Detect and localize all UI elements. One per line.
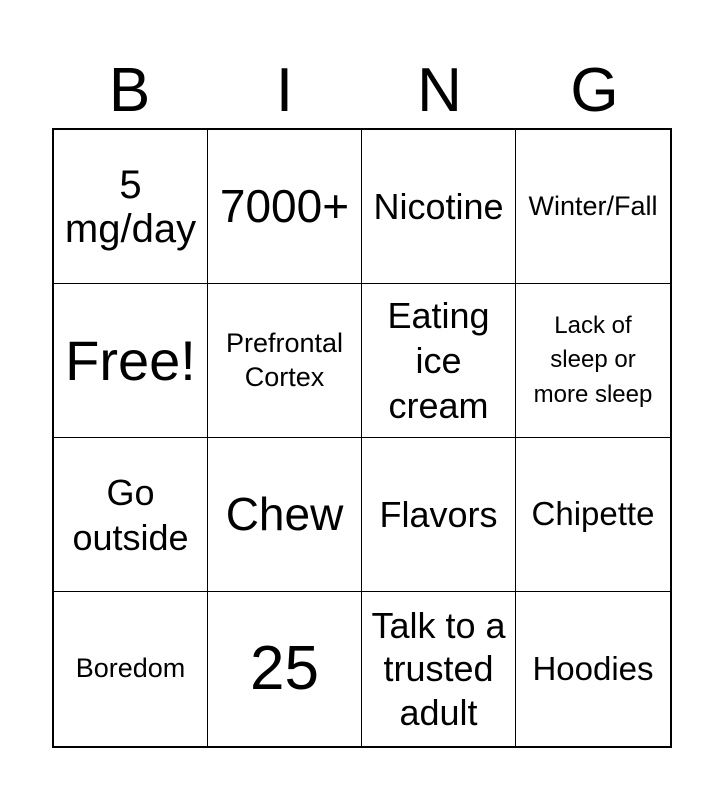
header-letter-n: N	[417, 56, 462, 125]
bingo-cell	[208, 438, 362, 592]
cell-text: Chew	[225, 488, 344, 541]
bingo-cell	[362, 284, 516, 438]
bingo-cell	[516, 438, 670, 592]
cell-text: Prefrontal Cortex	[225, 327, 344, 392]
bingo-cell	[516, 284, 670, 438]
cell-text: Winter/Fall	[528, 190, 658, 221]
bingo-cell	[362, 130, 516, 284]
cell-text: Flavors	[379, 494, 498, 535]
bingo-cell	[516, 592, 670, 746]
cell-text: Lack of sleep or more sleep	[533, 312, 653, 408]
header-letter-b: B	[108, 56, 151, 125]
bingo-cell	[208, 284, 362, 438]
bingo-cell	[54, 592, 208, 746]
bingo-cell-free	[54, 284, 208, 438]
bingo-cell	[516, 130, 670, 284]
bingo-cell	[54, 438, 208, 592]
bingo-cell	[362, 592, 516, 746]
cell-text: Hoodies	[532, 649, 654, 687]
cell-text: Talk to a trusted adult	[371, 605, 506, 733]
cell-text: 5 mg/day	[64, 162, 197, 251]
bingo-board	[52, 128, 672, 748]
cell-text: Eating ice cream	[387, 295, 490, 426]
cell-text: Nicotine	[373, 186, 504, 227]
cell-text: Free!	[65, 328, 196, 392]
bingo-cell	[54, 130, 208, 284]
bingo-cell	[208, 592, 362, 746]
cell-text: 25	[250, 633, 319, 703]
bingo-cell	[208, 130, 362, 284]
header-letter-g: G	[570, 56, 619, 125]
cell-text: 7000+	[219, 180, 350, 233]
cell-text: Go outside	[72, 471, 189, 558]
cell-text: Chipette	[531, 495, 655, 533]
cell-text: Boredom	[75, 653, 186, 684]
bingo-cell	[362, 438, 516, 592]
header-letter-i: I	[275, 56, 294, 125]
bingo-header	[52, 55, 672, 127]
